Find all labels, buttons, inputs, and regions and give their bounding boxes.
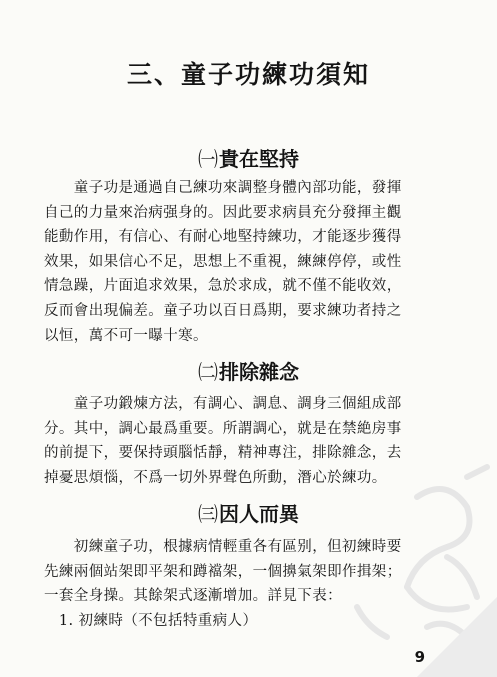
text-line: 的前提下，要保持頭腦恬靜，精神專注，排除雜念，去 bbox=[44, 445, 402, 462]
section-heading-2 bbox=[0, 358, 497, 386]
text-line: 以恒，萬不可一曝十寒。 bbox=[44, 327, 208, 344]
text-line: 分。其中，調心最爲重要。所謂調心，就是在禁絶房事 bbox=[44, 420, 402, 437]
text-line: 初練童子功，根據病情輕重各有區别，但初練時要 bbox=[44, 539, 402, 555]
section-heading-1 bbox=[0, 145, 497, 173]
section-number: ㈡ bbox=[198, 360, 218, 384]
text-line: 1. 初練時（不包括特重病人） bbox=[44, 612, 258, 629]
section-title: 貴在堅持 bbox=[219, 147, 299, 171]
text-line: 先練兩個站架即平架和蹲襠架，一個擤氣架即作揖架； bbox=[44, 563, 402, 580]
text-line: 能動作用，有信心、有耐心地堅持練功，才能逐步獲得 bbox=[44, 229, 402, 246]
text-line: 反而會出現偏差。童子功以百日爲期，要求練功者持之 bbox=[44, 302, 402, 319]
section-1-paragraph bbox=[44, 176, 454, 348]
chapter-title: 三、童子功練功須知 bbox=[126, 60, 370, 89]
text-line: 情急躁，片面追求效果，急於求成，就不僅不能收效， bbox=[44, 278, 402, 295]
section-title: 排除雜念 bbox=[219, 360, 299, 384]
section-number: ㈠ bbox=[198, 147, 218, 171]
text-line: 掉憂思煩惱，不爲一切外界聲色所動，潛心於練功。 bbox=[44, 469, 387, 486]
text-line: 一套全身操。其餘架式逐漸增加。詳見下表： bbox=[44, 588, 342, 605]
text-line: 童子功鍛煉方法，有調心、調息、調身三個組成部 bbox=[44, 396, 402, 412]
text-line: 效果，如果信心不足，思想上不重視，練練停停，或性 bbox=[44, 253, 402, 270]
text-line: 自己的力量來治病强身的。因此要求病員充分發揮主觀 bbox=[44, 204, 402, 221]
section-number: ㈢ bbox=[198, 502, 218, 526]
watermark-graphic bbox=[297, 437, 497, 677]
page-number: 9 bbox=[414, 648, 425, 666]
section-title: 因人而異 bbox=[219, 502, 299, 526]
text-line: 童子功是通過自己練功來調整身體內部功能，發揮 bbox=[44, 180, 402, 196]
